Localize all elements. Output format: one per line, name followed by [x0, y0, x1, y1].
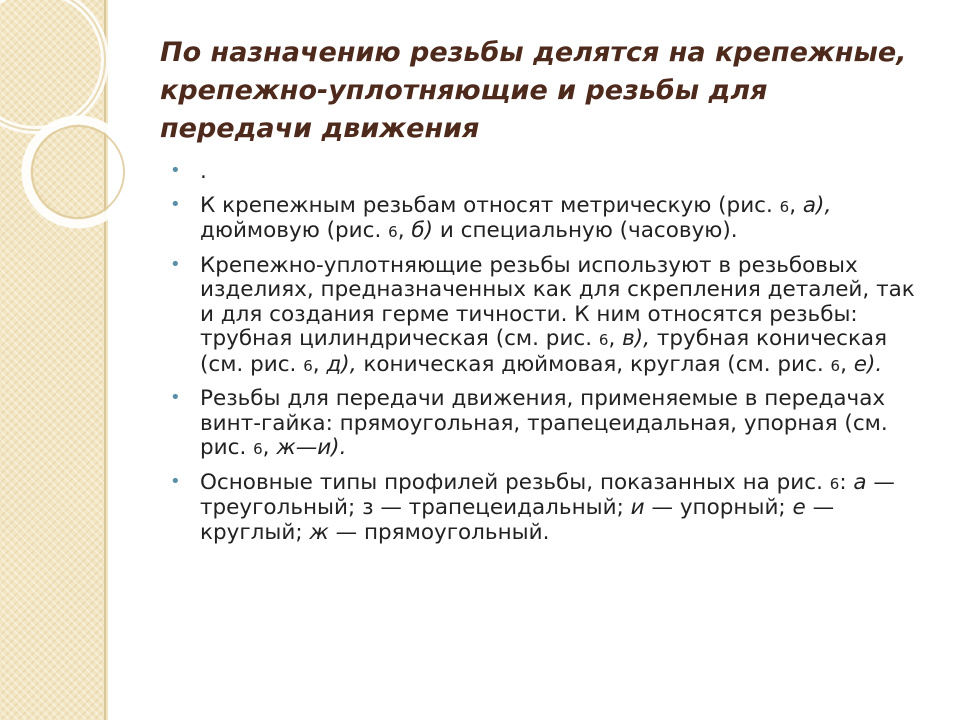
- bullet-text-part: ж: [309, 519, 329, 545]
- bullet-text: [200, 470, 895, 545]
- bullet-text-part: — прямоугольный.: [328, 519, 550, 545]
- bullet-item: [166, 387, 916, 462]
- bullet-text-part: 6: [388, 223, 398, 241]
- bullet-text-part: б): [411, 218, 434, 243]
- bullet-text-part: в),: [622, 326, 651, 351]
- bullet-text-part: ,: [608, 326, 623, 351]
- bullet-text: [200, 159, 207, 184]
- bullet-text-part: :: [839, 469, 854, 495]
- decorative-ring-small-shadow: [32, 126, 124, 218]
- bullet-text-part: Основные типы профилей резьбы, показанных на рис.: [200, 469, 830, 495]
- bullet-icon: •: [170, 193, 181, 215]
- bullet-text-part: ж—и).: [276, 435, 347, 460]
- bullet-text: [200, 193, 831, 244]
- bullet-text-part: .: [200, 159, 207, 184]
- bullet-text-part: и: [630, 495, 645, 520]
- bullet-text-part: ,: [262, 435, 277, 460]
- bullet-text-part: а),: [802, 192, 832, 218]
- bullet-text-part: 6: [253, 440, 263, 458]
- bullet-text-part: Резьбы для передачи движения, применяемые в передачах винт-гайка: прямоугольная, трапецеидальная, упорная (см. рис.: [200, 386, 888, 460]
- bullet-text-part: Крепежно-уплотняющие резьбы используют в резьбовых изделиях, предназначенных как для скрепления деталей, так и для создания герме тичности. К ним относятся резьбы: трубная цилиндрическая (см. рис.: [200, 252, 915, 351]
- bullet-text-part: дюймовую (рис.: [200, 218, 389, 243]
- bullet-icon: •: [170, 160, 181, 181]
- bullet-icon: •: [170, 387, 181, 408]
- bullet-text-part: е).: [853, 351, 883, 377]
- bullet-text: [200, 386, 888, 460]
- bullet-text-part: трубная коническая (см. рис.: [200, 326, 888, 377]
- bullet-text-part: 6: [779, 197, 790, 216]
- slide-title: По назначению резьбы делятся на крепежные, крепежно-уплотняющие и резьбы для передачи движения: [160, 37, 907, 144]
- bullet-text-part: коническая дюймовая, круглая (см. рис.: [356, 351, 831, 377]
- bullet-text-part: К крепежным резьбам относят метрическую (рис.: [200, 192, 780, 218]
- bullet-text-part: ,: [397, 218, 412, 243]
- decorative-ring-large: [0, 0, 105, 130]
- bullet-text-part: ,: [789, 192, 803, 218]
- bullet-item: [166, 194, 916, 245]
- bullet-text-part: и специальную (часовую).: [433, 218, 738, 243]
- decorative-ring-small: [26, 120, 130, 224]
- bullet-text: [200, 253, 915, 377]
- bullet-text-part: ,: [312, 351, 327, 377]
- bullet-text-part: — круглый;: [200, 495, 835, 545]
- bullet-text-part: 6: [598, 331, 609, 349]
- bullet-icon: •: [170, 470, 181, 492]
- bullet-text-part: д),: [326, 351, 357, 377]
- bullet-text-part: 6: [303, 356, 313, 375]
- bullet-text-part: а: [853, 469, 867, 495]
- bullet-text-part: 6: [829, 474, 840, 493]
- bullet-item: [166, 471, 916, 546]
- bullet-text-part: е: [792, 495, 806, 520]
- bullet-item: [166, 254, 916, 379]
- bullet-text-part: ,: [840, 351, 854, 377]
- bullet-text-part: — треугольный; з — трапецеидальный;: [200, 469, 895, 520]
- bullet-list: [166, 160, 916, 554]
- bullet-item: [166, 160, 916, 185]
- bullet-text-part: 6: [830, 356, 841, 375]
- bullet-icon: •: [170, 253, 181, 275]
- bullet-text-part: — упорный;: [644, 495, 793, 520]
